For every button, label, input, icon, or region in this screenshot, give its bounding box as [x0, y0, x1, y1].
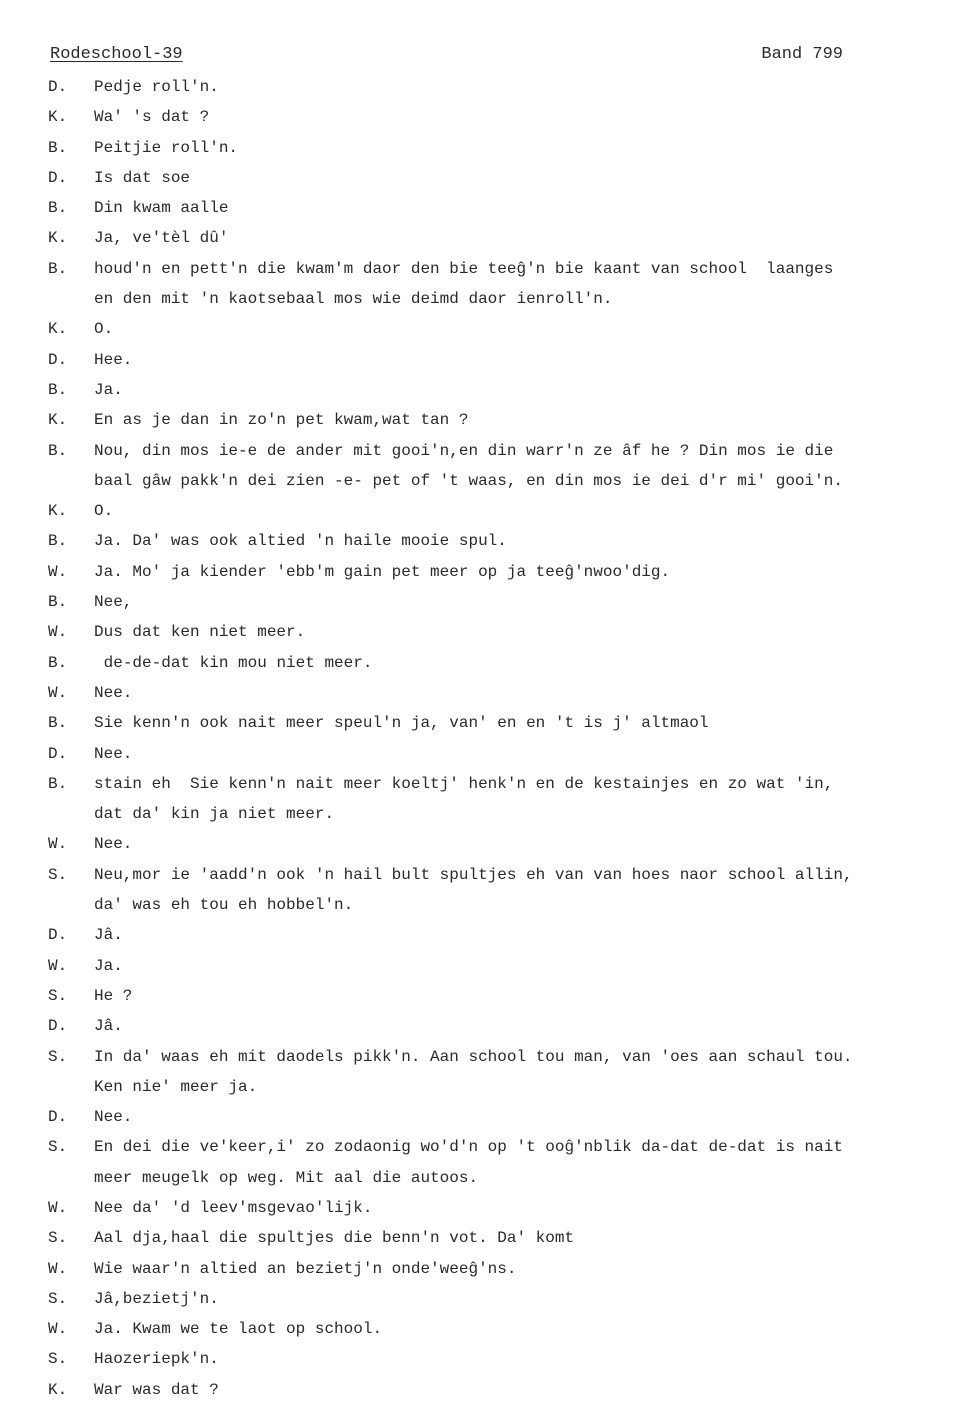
speaker-label: S.: [48, 865, 68, 884]
utterance-text: [94, 920, 948, 950]
speaker-label: K.: [48, 1380, 68, 1399]
transcript-utterance: [48, 163, 948, 193]
utterance-line: Dus dat ken niet meer.: [94, 623, 306, 642]
transcript-utterance: [48, 708, 948, 738]
utterance-text: [94, 648, 948, 678]
speaker-label: S.: [48, 1047, 68, 1066]
utterance-line: Ja.: [94, 380, 123, 399]
utterance-line: Neu,mor ie 'aadd'n ook 'n hail bult spultjes eh van van hoes naor school allin,: [94, 865, 853, 884]
utterance-line: Wa' 's dat ?: [94, 108, 210, 127]
utterance-text: [94, 1284, 948, 1314]
speaker-label: S.: [48, 986, 68, 1005]
utterance-text: [94, 436, 948, 497]
utterance-line: Din kwam aalle: [94, 199, 229, 218]
page-header: [50, 44, 843, 66]
utterance-line: Nee.: [94, 1108, 133, 1127]
utterance-line: Aal dja,haal die spultjes die benn'n vot. Da' komt: [94, 1229, 575, 1248]
speaker-label: D.: [48, 350, 68, 369]
transcript-utterance: [48, 1344, 948, 1374]
speaker-label: W.: [48, 835, 68, 854]
utterance-line: stain eh Sie kenn'n nait meer koeltj' henk'n en de kestainjes en zo wat 'in,: [94, 774, 834, 793]
utterance-line: en den mit 'n kaotsebaal mos wie deimd daor ienroll'n.: [94, 290, 613, 309]
speaker-label: S.: [48, 1350, 68, 1369]
speaker-label: D.: [48, 1108, 68, 1127]
transcript-utterance: [48, 1314, 948, 1344]
speaker-label: W.: [48, 683, 68, 702]
transcript-utterance: [48, 345, 948, 375]
utterance-line: Nee.: [94, 744, 133, 763]
transcript-utterance: [48, 436, 948, 497]
utterance-line: Jâ.: [94, 926, 123, 945]
utterance-text: [94, 587, 948, 617]
transcript-utterance: [48, 314, 948, 344]
utterance-line: Peitjie roll'n.: [94, 138, 239, 157]
transcript-utterance: [48, 193, 948, 223]
utterance-text: [94, 375, 948, 405]
speaker-label: B.: [48, 774, 68, 793]
speaker-label: W.: [48, 956, 68, 975]
speaker-label: B.: [48, 380, 68, 399]
transcript-utterance: [48, 526, 948, 556]
utterance-line: Nee.: [94, 683, 133, 702]
speaker-label: S.: [48, 1289, 68, 1308]
speaker-label: B.: [48, 199, 68, 218]
utterance-line: Haozeriepk'n.: [94, 1350, 219, 1369]
speaker-label: D.: [48, 78, 68, 96]
utterance-text: [94, 1375, 948, 1405]
utterance-line: Hee.: [94, 350, 133, 369]
utterance-line: En as je dan in zo'n pet kwam,wat tan ?: [94, 411, 469, 430]
transcript-utterance: [48, 496, 948, 526]
utterance-line: da' was eh tou eh hobbel'n.: [94, 896, 354, 915]
utterance-text: [94, 405, 948, 435]
utterance-line: baal gâw pakk'n dei zien -e- pet of 't waas, en din mos ie dei d'r mi' gooi'n.: [94, 471, 843, 490]
utterance-line: In da' waas eh mit daodels pikk'n. Aan school tou man, van 'oes aan schaul tou.: [94, 1047, 853, 1066]
utterance-line: Jâ,bezietj'n.: [94, 1289, 219, 1308]
transcript-utterance: [48, 405, 948, 435]
speaker-label: K.: [48, 108, 68, 127]
transcript-utterance: [48, 981, 948, 1011]
utterance-line: Nou, din mos ie-e de ander mit gooi'n,en din warr'n ze âf he ? Din mos ie die: [94, 441, 834, 460]
transcript-utterance: [48, 1375, 948, 1405]
utterance-text: [94, 254, 948, 315]
utterance-text: [94, 1042, 948, 1103]
utterance-line: Nee,: [94, 593, 133, 612]
utterance-text: [94, 617, 948, 647]
utterance-line: War was dat ?: [94, 1380, 219, 1399]
transcript-utterance: [48, 587, 948, 617]
speaker-label: D.: [48, 926, 68, 945]
utterance-line: En dei die ve'keer,i' zo zodaonig wo'd'n op 't ooĝ'nblik da-dat de-dat is nait: [94, 1138, 843, 1157]
utterance-line: Nee.: [94, 835, 133, 854]
utterance-line: O.: [94, 320, 114, 339]
transcript-utterance: [48, 1132, 948, 1193]
transcript-utterance: [48, 648, 948, 678]
utterance-text: [94, 314, 948, 344]
utterance-line: Is dat soe: [94, 168, 191, 187]
speaker-label: S.: [48, 1138, 68, 1157]
speaker-label: K.: [48, 229, 68, 248]
utterance-line: Wie waar'n altied an bezietj'n onde'weeĝ'ns.: [94, 1259, 517, 1278]
transcript-utterance: [48, 1223, 948, 1253]
transcript-utterance: [48, 1042, 948, 1103]
speaker-label: K.: [48, 411, 68, 430]
utterance-text: [94, 345, 948, 375]
utterance-line: Ja. Da' was ook altied 'n haile mooie spul.: [94, 532, 507, 551]
utterance-line: Sie kenn'n ook nait meer speul'n ja, van' en en 't is j' altmaol: [94, 714, 709, 733]
transcript-utterance: [48, 223, 948, 253]
transcript-utterance: [48, 1284, 948, 1314]
utterance-text: [94, 769, 948, 830]
utterance-line: He ?: [94, 986, 133, 1005]
transcript-utterance: [48, 1011, 948, 1041]
utterance-text: [94, 1011, 948, 1041]
transcript-utterance: [48, 739, 948, 769]
utterance-line: Ja. Mo' ja kiender 'ebb'm gain pet meer op ja teeĝ'nwoo'dig.: [94, 562, 671, 581]
utterance-text: [94, 829, 948, 859]
transcript-utterance: [48, 920, 948, 950]
transcript-utterance: [48, 254, 948, 315]
utterance-line: Ja, ve'tèl dû': [94, 229, 229, 248]
utterance-text: [94, 1344, 948, 1374]
utterance-text: [94, 102, 948, 132]
transcript-utterance: [48, 769, 948, 830]
utterance-text: [94, 133, 948, 163]
utterance-text: [94, 526, 948, 556]
speaker-label: W.: [48, 562, 68, 581]
speaker-label: K.: [48, 320, 68, 339]
transcript-utterance: [48, 1193, 948, 1223]
utterance-text: [94, 496, 948, 526]
speaker-label: B.: [48, 653, 68, 672]
speaker-label: B.: [48, 593, 68, 612]
transcript-body: [48, 72, 948, 1405]
speaker-label: D.: [48, 744, 68, 763]
utterance-line: Ken nie' meer ja.: [94, 1077, 258, 1096]
transcript-utterance: [48, 102, 948, 132]
utterance-text: [94, 72, 948, 102]
utterance-line: meer meugelk op weg. Mit aal die autoos.: [94, 1168, 479, 1187]
utterance-text: [94, 951, 948, 981]
utterance-text: [94, 163, 948, 193]
utterance-text: [94, 1102, 948, 1132]
transcript-utterance: [48, 951, 948, 981]
speaker-label: B.: [48, 714, 68, 733]
speaker-label: W.: [48, 1198, 68, 1217]
speaker-label: W.: [48, 623, 68, 642]
utterance-text: [94, 860, 948, 921]
utterance-line: Ja. Kwam we te laot op school.: [94, 1320, 383, 1339]
transcript-utterance: [48, 829, 948, 859]
utterance-text: [94, 1254, 948, 1284]
utterance-line: de-de-dat kin mou niet meer.: [94, 653, 373, 672]
utterance-text: [94, 739, 948, 769]
utterance-text: [94, 223, 948, 253]
transcript-utterance: [48, 557, 948, 587]
utterance-text: [94, 678, 948, 708]
utterance-text: [94, 193, 948, 223]
speaker-label: B.: [48, 441, 68, 460]
transcript-utterance: [48, 1254, 948, 1284]
utterance-text: [94, 1223, 948, 1253]
transcript-utterance: [48, 860, 948, 921]
speaker-label: D.: [48, 168, 68, 187]
utterance-text: [94, 981, 948, 1011]
tape-number: Band 799: [761, 45, 843, 64]
speaker-label: B.: [48, 259, 68, 278]
speaker-label: B.: [48, 532, 68, 551]
utterance-text: [94, 557, 948, 587]
utterance-line: Ja.: [94, 956, 123, 975]
speaker-label: D.: [48, 1017, 68, 1036]
speaker-label: K.: [48, 502, 68, 521]
transcript-utterance: [48, 133, 948, 163]
speaker-label: S.: [48, 1229, 68, 1248]
transcript-utterance: [48, 617, 948, 647]
utterance-line: O.: [94, 502, 114, 521]
utterance-text: [94, 1314, 948, 1344]
utterance-text: [94, 1132, 948, 1193]
speaker-label: B.: [48, 138, 68, 157]
utterance-line: houd'n en pett'n die kwam'm daor den bie teeĝ'n bie kaant van school laanges: [94, 259, 834, 278]
utterance-line: Nee da' 'd leev'msgevao'lijk.: [94, 1198, 373, 1217]
transcript-utterance: [48, 72, 948, 102]
transcript-utterance: [48, 1102, 948, 1132]
utterance-text: [94, 708, 948, 738]
transcript-utterance: [48, 375, 948, 405]
speaker-label: W.: [48, 1320, 68, 1339]
transcript-utterance: [48, 678, 948, 708]
utterance-line: dat da' kin ja niet meer.: [94, 805, 335, 824]
speaker-label: W.: [48, 1259, 68, 1278]
utterance-text: [94, 1193, 948, 1223]
utterance-line: Pedje roll'n.: [94, 78, 219, 96]
document-id: Rodeschool-39: [50, 45, 183, 64]
utterance-line: Jâ.: [94, 1017, 123, 1036]
